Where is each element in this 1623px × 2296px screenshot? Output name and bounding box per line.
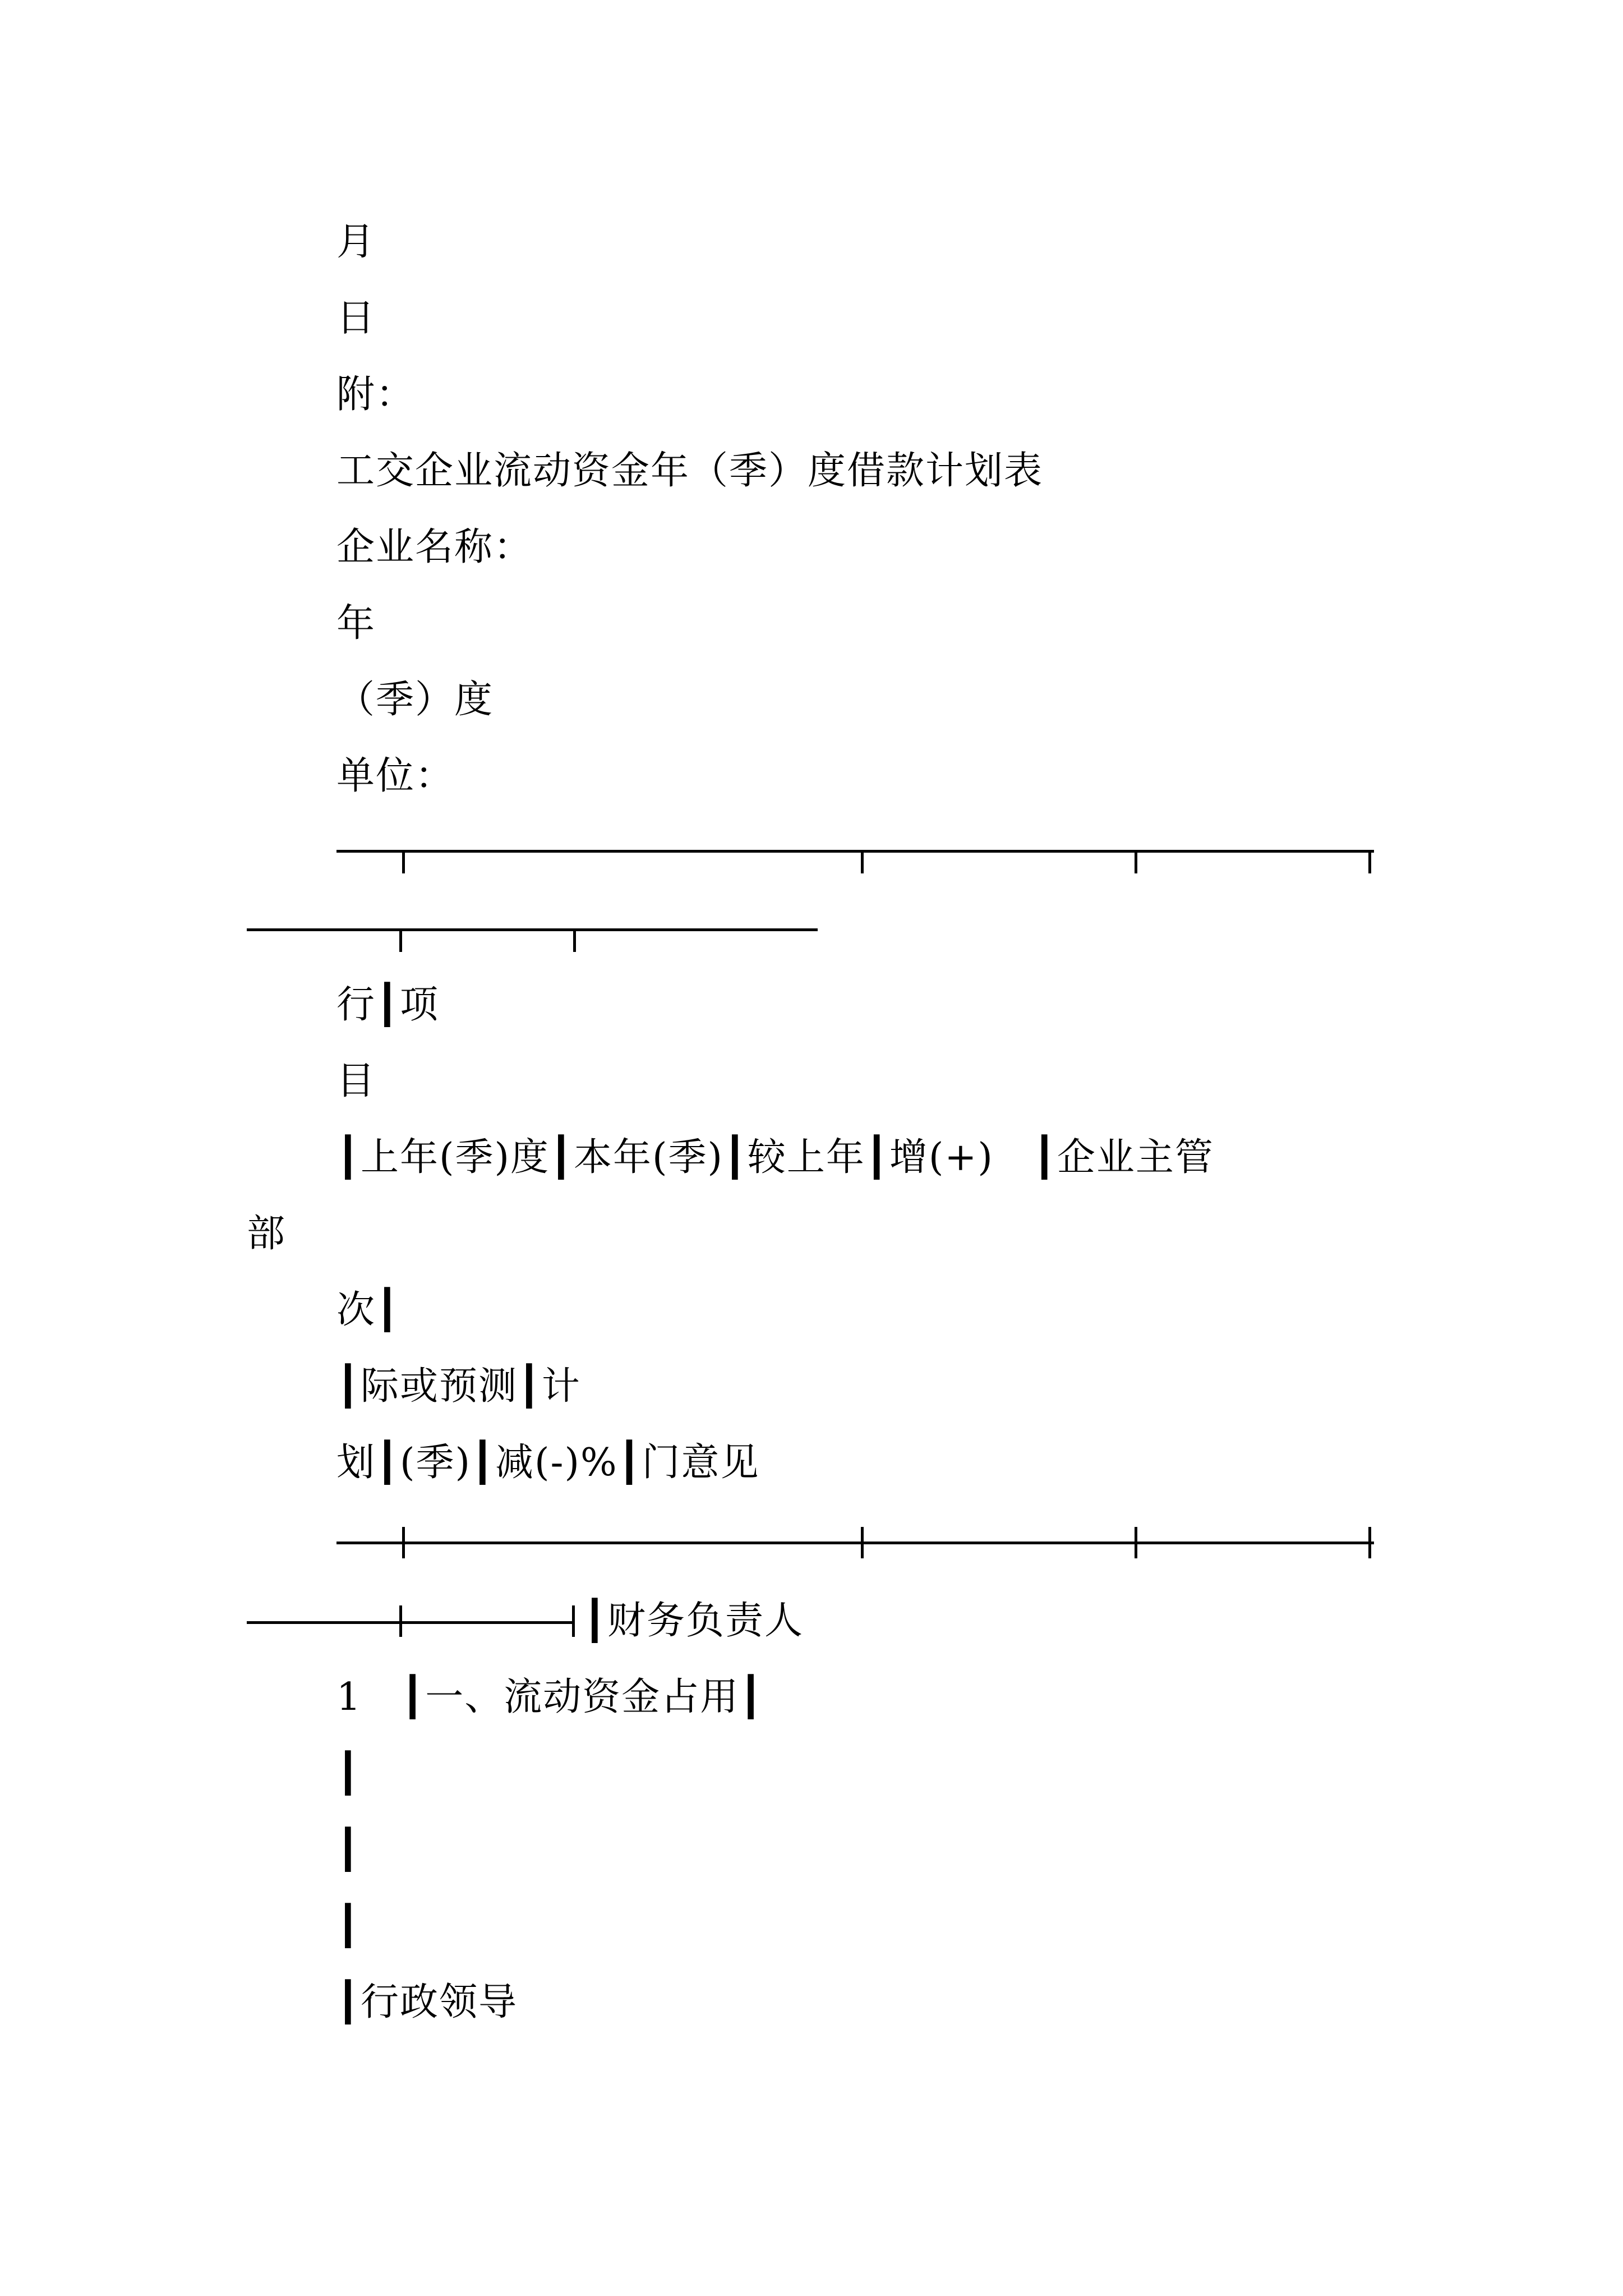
table-cell-finance-head: ┃财务负责人 xyxy=(583,1599,804,1643)
text-line-year: 年 xyxy=(336,601,376,646)
text-line-month: 月 xyxy=(336,220,376,264)
table-header-dept: 部 xyxy=(247,1212,287,1256)
table-header-columns: ┃上年(季)度┃本年(季)┃较上年┃增(+) ┃企业主管 xyxy=(336,1135,1214,1180)
table-header-row-label: 行┃项 xyxy=(336,983,439,1027)
text-line-company-name: 企业名称： xyxy=(336,525,533,569)
text-line-day: 日 xyxy=(336,296,376,341)
table-row-1: 1 ┃一、流动资金占用┃ xyxy=(336,1675,764,1719)
table-header-plan: 划┃(季)┃减(-)%┃门意见 xyxy=(336,1441,760,1485)
table-row-separator-2: ┃ xyxy=(336,1828,361,1872)
document-title: 工交企业流动资金年（季）度借款计划表 xyxy=(336,449,1044,493)
table-header-order: 次┃ xyxy=(336,1288,400,1332)
table-header-forecast: ┃际或预测┃计 xyxy=(336,1364,581,1409)
table-row-separator-1: ┃ xyxy=(336,1751,361,1796)
text-line-unit: 单位： xyxy=(336,754,455,798)
text-line-quarter: （季）度 xyxy=(336,678,494,722)
text-line-attachment: 附： xyxy=(336,372,416,417)
table-cell-admin-leader: ┃行政领导 xyxy=(336,1980,518,2024)
table-header-item: 目 xyxy=(336,1059,376,1103)
table-row-separator-3: ┃ xyxy=(336,1904,361,1948)
